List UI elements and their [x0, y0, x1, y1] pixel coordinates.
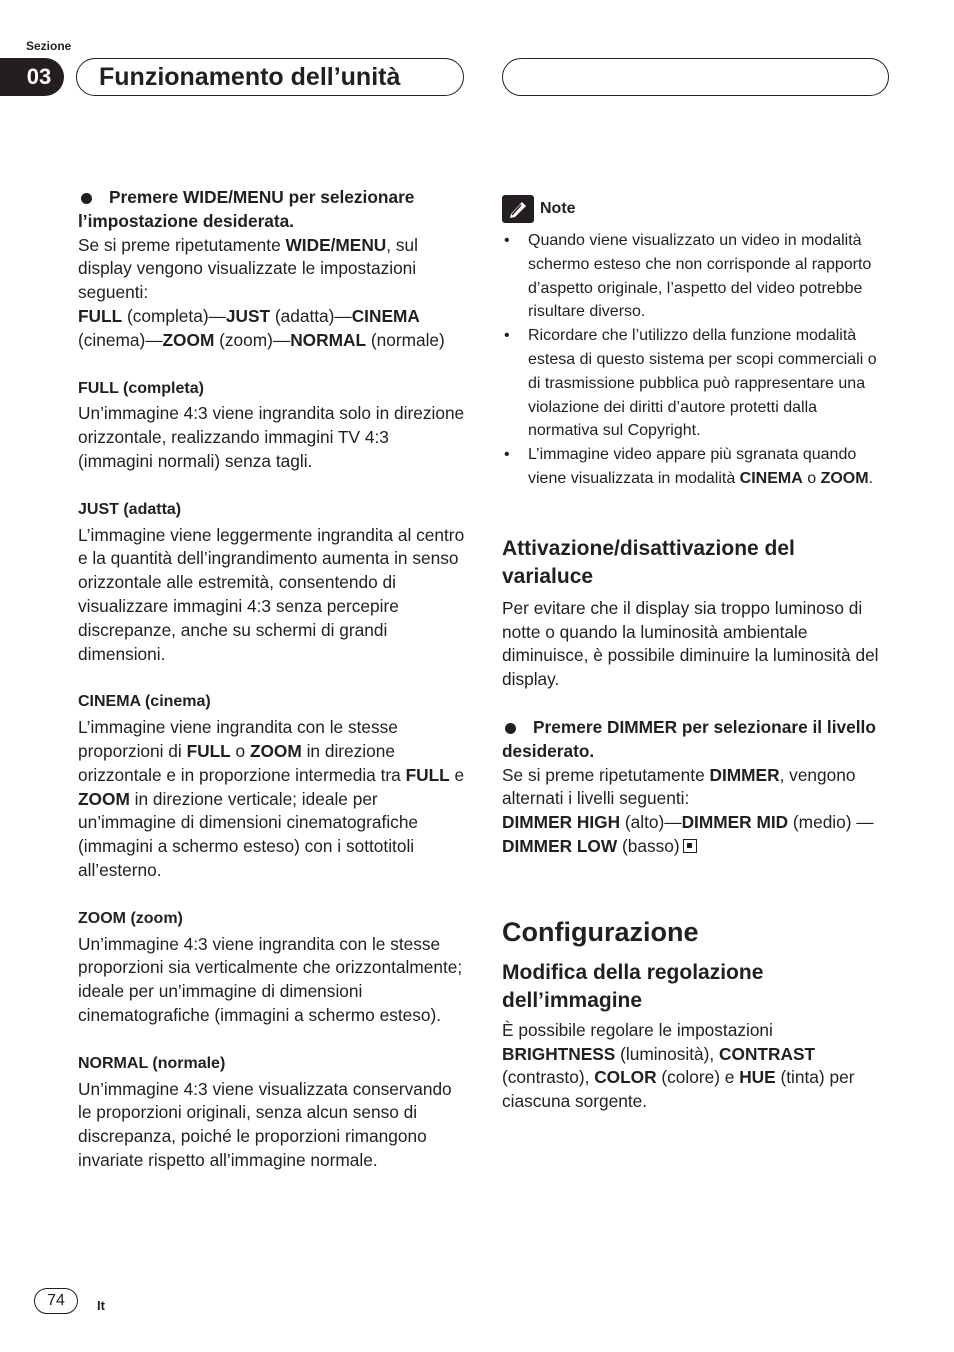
- zoom-heading: ZOOM (zoom): [78, 909, 183, 927]
- just-description: L’immagine viene leggermente ingrandita al centro e la quantità dell’ingrandimento aumenta in senso orizzontale alle estremità, consentendo di visualizzare immagini 4:3 senza percepire discrepanze, anche su schermi di grandi dimensioni.: [78, 524, 465, 664]
- section-title: Funzionamento dell’unità: [76, 58, 464, 96]
- language-code: It: [97, 1298, 105, 1313]
- full-description: Un’immagine 4:3 viene ingrandita solo in direzione orizzontale, realizzando immagini TV 4:3 (immagini normali) senza tagli.: [78, 403, 465, 471]
- config-title: Configurazione: [502, 916, 699, 947]
- page-number: 74: [34, 1288, 78, 1314]
- zoom-description: Un’immagine 4:3 viene ingrandita con le stesse proporzioni sia verticalmente che orizzontalmente; ideale per un’immagine di dimensioni cinematografiche (immagini a schermo esteso).: [78, 933, 463, 1025]
- dimmer-section-title: Attivazione/disattivazione del varialuce: [502, 536, 795, 588]
- just-heading: JUST (adatta): [78, 500, 182, 518]
- cinema-heading: CINEMA (cinema): [78, 693, 211, 711]
- bullet-icon: [81, 193, 92, 204]
- bullet-icon: [505, 723, 516, 734]
- dimmer-sequence: DIMMER HIGH (alto)—DIMMER MID (medio) —DIMMER LOW (basso): [502, 812, 874, 856]
- image-adjust-description: È possibile regolare le impostazioni BRIGHTNESS (luminosità), CONTRAST (contrasto), COLOR (colore) e HUE (tinta) per ciascuna sorgente.: [502, 1019, 855, 1112]
- full-heading: FULL (completa): [78, 379, 204, 397]
- instruction-wide-menu: Premere WIDE/MENU per selezionare l’impostazione desiderata.: [78, 187, 415, 231]
- header-empty-box: [502, 58, 889, 96]
- note-item: • Ricordare che l’utilizzo della funzione modalità estesa di questo sistema per scopi commerciali o di trasmissione pubblica può rappresentare una violazione dei diritti d’autore protetti dalla normativa sul Copyright.: [502, 324, 890, 443]
- left-column: [78, 186, 466, 1173]
- dimmer-intro: Per evitare che il display sia troppo luminoso di notte o quando la luminosità ambientale diminuisce, è possibile diminuire la luminosità del display.: [502, 597, 879, 690]
- section-number-badge: 03: [0, 58, 64, 96]
- note-header: [502, 195, 890, 223]
- pencil-note-icon: [502, 195, 534, 223]
- normal-description: Un’immagine 4:3 viene visualizzata conservando le proporzioni originali, senza alcun senso di discrepanza, poiché le proporzioni rimangono invariate rispetto all’immagine normale.: [78, 1078, 452, 1170]
- right-column: [502, 186, 890, 1114]
- end-mark-icon: [683, 839, 697, 853]
- section-label: Sezione: [26, 39, 72, 53]
- image-adjust-title: Modifica della regolazione dell’immagine: [502, 960, 764, 1012]
- normal-heading: NORMAL (normale): [78, 1054, 226, 1072]
- instruction-dimmer: Premere DIMMER per selezionare il livello desiderato.: [502, 716, 876, 761]
- notes-list: [502, 229, 890, 491]
- note-item: • Quando viene visualizzato un video in modalità schermo esteso che non corrisponde al rapporto d’aspetto originale, l’aspetto del video potrebbe risultare diverso.: [502, 229, 890, 324]
- mode-sequence: FULL (completa)—JUST (adatta)—CINEMA (cinema)—ZOOM (zoom)—NORMAL (normale): [78, 305, 445, 350]
- wide-menu-description: Se si preme ripetutamente WIDE/MENU, sul display vengono visualizzate le impostazioni seguenti:: [78, 234, 418, 303]
- cinema-description: L’immagine viene ingrandita con le stesse proporzioni di FULL o ZOOM in direzione orizzontale e in proporzione intermedia tra FULL e ZOOM in direzione verticale; ideale per un’immagine di dimensioni cinematografiche (immagini a schermo esteso) con i sottotitoli all’esterno.: [78, 717, 465, 880]
- note-label: Note: [540, 200, 576, 218]
- note-item: • L’immagine video appare più sgranata quando viene visualizzata in modalità CINEMA o ZOOM.: [502, 443, 890, 491]
- dimmer-description: Se si preme ripetutamente DIMMER, vengono alternati i livelli seguenti:: [502, 764, 856, 809]
